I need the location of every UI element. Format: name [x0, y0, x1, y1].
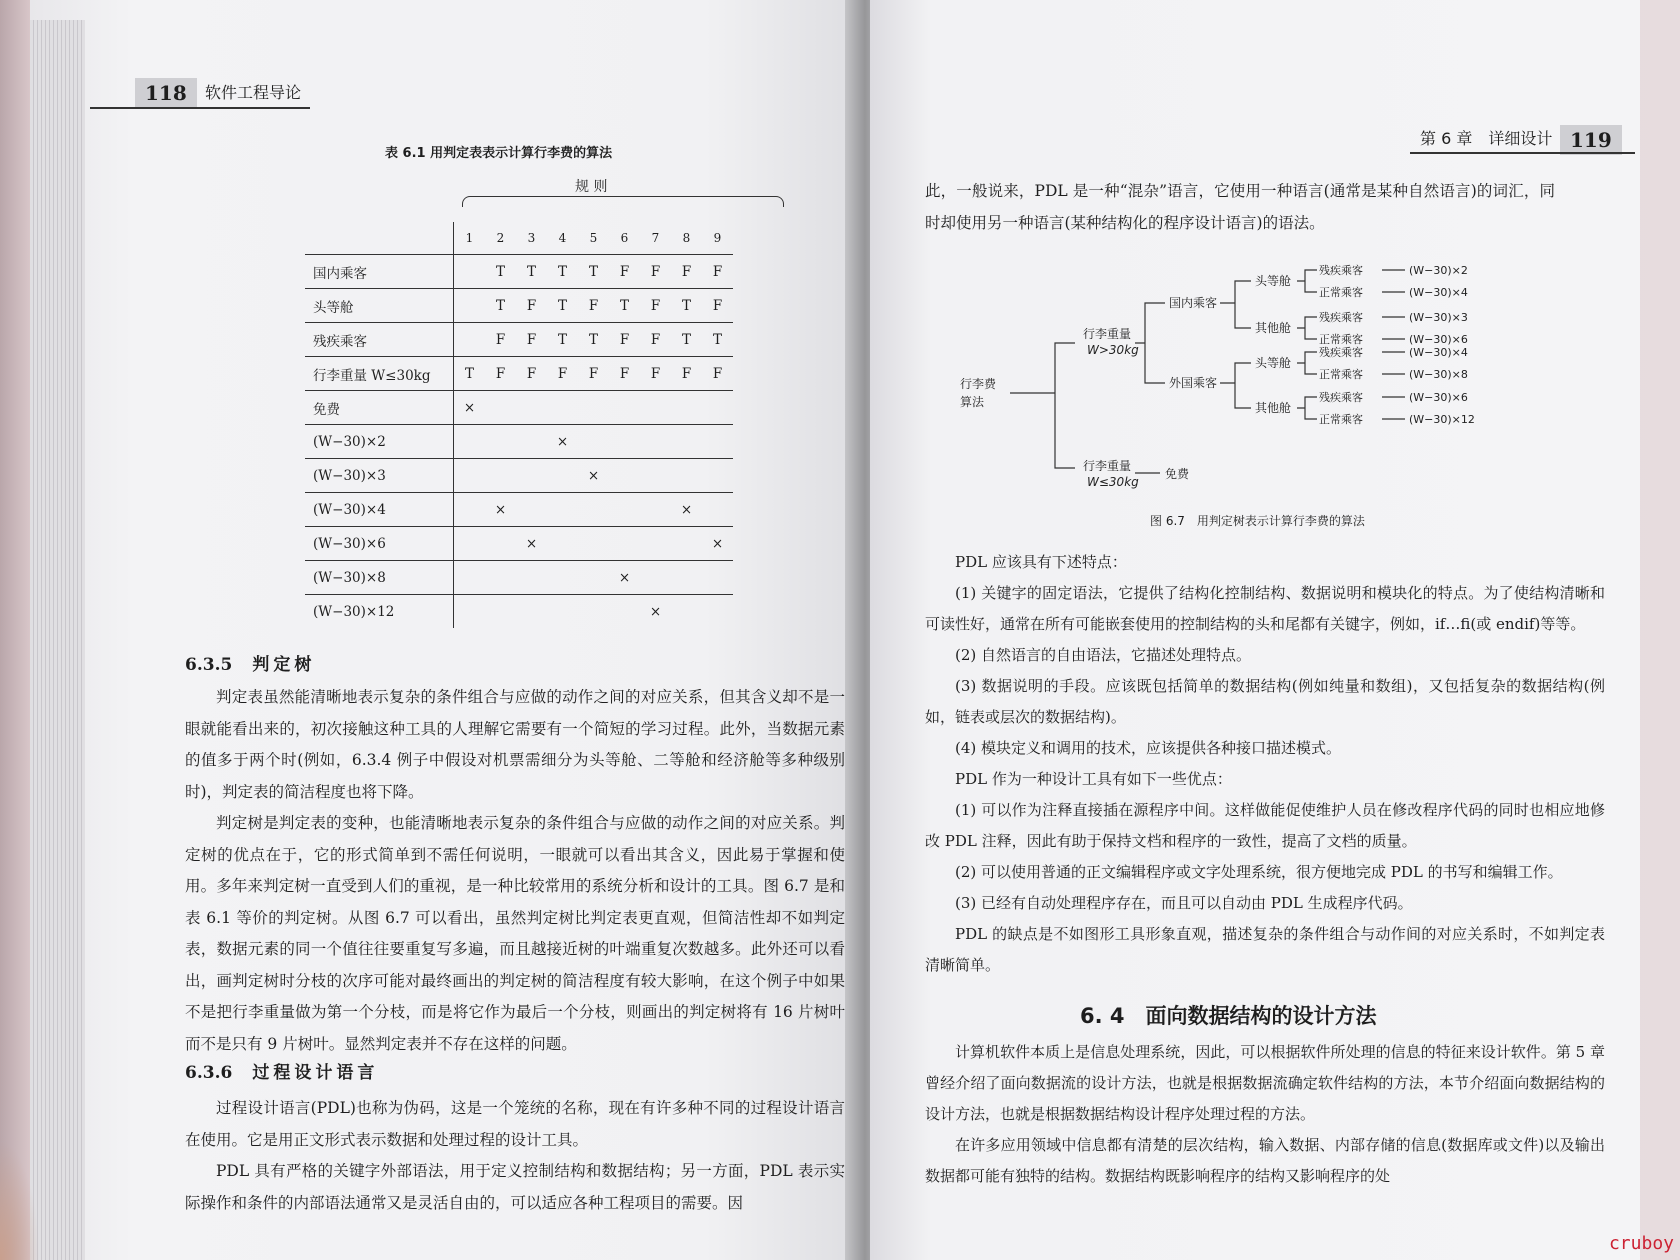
- table-cell: T: [547, 255, 578, 289]
- table-cell: F: [671, 357, 702, 391]
- row-label: (W−30)×3: [305, 459, 454, 493]
- leaf-formula: (W−30)×2: [1409, 264, 1468, 277]
- row-label: (W−30)×8: [305, 561, 454, 595]
- table-cell: [640, 561, 671, 595]
- normal-label: 正常乘客: [1319, 286, 1363, 299]
- section-heading-635: [185, 650, 315, 675]
- paragraph: 判定表虽然能清晰地表示复杂的条件组合与应做的动作之间的对应关系，但其含义却不是一眼就能看出来的，初次接触这种工具的人理解它需要有一个简短的学习过程。此外，当数据元素的值多于两个时(例如，6.3.4 例子中假设对机票需细分为头等舱、二等舱和经济舱等多种级别时)，判定表的简洁程度也将下降。: [185, 688, 845, 801]
- table-cell: T: [578, 323, 609, 357]
- table-cell: F: [640, 255, 671, 289]
- domestic-branch: [1220, 281, 1251, 328]
- section-heading-64: [1080, 1000, 1377, 1030]
- table-cell: [702, 425, 733, 459]
- paragraph: (1) 关键字的固定语法，它提供了结构化控制结构、数据说明和模块化的特点。为了使结构清晰和可读性好，通常在所有可能嵌套使用的控制结构的头和尾都有关键字，例如，if…fi(或 endif)等等。: [925, 584, 1605, 633]
- body-text-635: [185, 682, 845, 1060]
- table-caption: 表 6.1 用判定表表示计算行李费的算法: [385, 146, 613, 161]
- leaf-formula: (W−30)×4: [1409, 346, 1468, 359]
- table-cell: [578, 595, 609, 629]
- row-label: 残疾乘客: [305, 323, 454, 357]
- row-label: (W−30)×6: [305, 527, 454, 561]
- table-cell: [609, 425, 640, 459]
- intro-text: [925, 176, 1555, 239]
- decision-tree-figure: [935, 248, 1495, 508]
- paragraph: 计算机软件本质上是信息处理系统，因此，可以根据软件所处理的信息的特征来设计软件。第 5 章曾经介绍了面向数据流的设计方法，也就是根据数据流确定软件结构的方法，本节介绍面向数据结构的设计方法，也就是根据数据结构设计程序处理过程的方法。: [925, 1043, 1605, 1123]
- table-cell: F: [640, 323, 671, 357]
- table-cell: [671, 595, 702, 629]
- header-rule: [1410, 152, 1635, 154]
- table-cell: [516, 391, 547, 425]
- tree-root-label: 算法: [960, 395, 985, 409]
- table-cell: [454, 255, 486, 289]
- table-cell: [578, 493, 609, 527]
- section-number: 6. 4: [1080, 1004, 1125, 1028]
- figure-caption: 图 6.7 用判定树表示计算行李费的算法: [1150, 514, 1365, 528]
- action-row: [305, 527, 733, 561]
- table-cell: [640, 459, 671, 493]
- table-cell: T: [485, 255, 516, 289]
- action-row: [305, 595, 733, 629]
- table-cell: F: [671, 255, 702, 289]
- right-page: [870, 0, 1640, 1260]
- table-cell: [485, 425, 516, 459]
- table-cell: [485, 527, 516, 561]
- paragraph: PDL 作为一种设计工具有如下一些优点：: [955, 770, 1232, 788]
- table-cell: [454, 323, 486, 357]
- section-number: 6.3.5: [185, 655, 233, 675]
- leaf-formula: (W−30)×6: [1409, 391, 1468, 404]
- table-cell: [547, 595, 578, 629]
- section-number: 6.3.6: [185, 1063, 233, 1083]
- table-cell: [485, 459, 516, 493]
- table-cell: [671, 425, 702, 459]
- paragraph: 过程设计语言(PDL)也称为伪码，这是一个笼统的名称，现在有许多种不同的过程设计语言在使用。它是用正文形式表示数据和处理过程的设计工具。: [185, 1099, 845, 1149]
- table-cell: T: [702, 323, 733, 357]
- running-title: 第 6 章 详细设计: [1420, 129, 1553, 148]
- table-cell: F: [485, 357, 516, 391]
- table-cell: [516, 595, 547, 629]
- leaf-formula: (W−30)×6: [1409, 333, 1468, 346]
- page-number: 118: [135, 78, 197, 108]
- tree-root-label: 行李费: [960, 377, 997, 391]
- action-row: [305, 391, 733, 425]
- table-cell: F: [547, 357, 578, 391]
- left-page: [30, 0, 875, 1260]
- table-cell: [454, 425, 486, 459]
- table-cell: [454, 289, 486, 323]
- table-cell: ×: [649, 603, 662, 620]
- table-cell: [516, 425, 547, 459]
- light-condition: W≤30kg: [1087, 475, 1139, 489]
- leaf-formula: (W−30)×4: [1409, 286, 1468, 299]
- table-cell: [454, 493, 486, 527]
- table-cell: T: [547, 323, 578, 357]
- table-cell: [609, 459, 640, 493]
- heavy-label: 行李重量: [1083, 327, 1132, 341]
- table-cell: ×: [454, 391, 486, 425]
- table-cell: T: [485, 289, 516, 323]
- table-cell: T: [578, 255, 609, 289]
- table-cell: [640, 391, 671, 425]
- foreign-branch: [1220, 363, 1251, 408]
- rule-number: 8: [671, 222, 702, 255]
- table-cell: [702, 459, 733, 493]
- paragraph: 判定树是判定表的变种，也能清晰地表示复杂的条件组合与应做的动作之间的对应关系。判定树的优点在于，它的形式简单到不需任何说明，一眼就可以看出其含义，因此易于掌握和使用。多年来判定树一直受到人们的重视，是一种比较常用的系统分析和设计的工具。图 6.7 是和表 6.1 等价的判定树。从图 6.7 可以看出，虽然判定树比判定表更直观，但简洁性却不如判定表，数据元素的同一个值往往要重复写多遍，而且越接近树的叶端重复次数越多。此外还可以看出，画判定树时分枝的次序可能对最终画出的判定树的简洁程度有较大影响，在这个例子中如果不是把行李重量做为第一个分枝，而是将它作为最后一个分枝，则画出的判定树将有 16 片树叶而不是只有 9 片树叶。显然判定表并不存在这样的问题。: [185, 814, 845, 1053]
- group-brace: [462, 196, 784, 207]
- decision-table: [305, 222, 733, 628]
- page-number: 119: [1560, 125, 1622, 155]
- header-rule: [90, 107, 310, 109]
- paragraph: (3) 数据说明的手段。应该既包括简单的数据结构(例如纯量和数组)，又包括复杂的数据结构(例如，链表或层次的数据结构)。: [925, 677, 1605, 726]
- table-cell: [547, 391, 578, 425]
- leaf-formula: (W−30)×12: [1409, 413, 1475, 426]
- condition-row: [305, 323, 733, 357]
- paragraph: 此，一般说来，PDL 是一种“混杂”语言，它使用一种语言(通常是某种自然语言)的词汇，同时却使用另一种语言(某种结构化的程序设计语言)的语法。: [925, 182, 1555, 232]
- action-row: [305, 561, 733, 595]
- table-cell: F: [516, 323, 547, 357]
- table-cell: [516, 459, 547, 493]
- table-cell: T: [516, 255, 547, 289]
- table-cell: [702, 493, 733, 527]
- table-cell: ×: [516, 527, 547, 561]
- table-cell: [578, 425, 609, 459]
- table-cell: F: [516, 289, 547, 323]
- table-cell: [547, 527, 578, 561]
- other-class-label: 其他舱: [1255, 321, 1292, 335]
- table-cell: F: [702, 289, 733, 323]
- class-branch-upper: [1297, 270, 1317, 339]
- disabled-label: 残疾乘客: [1319, 311, 1363, 324]
- watermark: cruboy: [1608, 1233, 1674, 1254]
- table-cell: T: [547, 289, 578, 323]
- table-cell: [547, 561, 578, 595]
- table-cell: [609, 527, 640, 561]
- normal-label: 正常乘客: [1319, 368, 1363, 381]
- table-cell: F: [516, 357, 547, 391]
- table-header-row: [305, 222, 733, 255]
- paragraph: PDL 具有严格的关键字外部语法，用于定义控制结构和数据结构；另一方面，PDL 表示实际操作和条件的内部语法通常又是灵活自由的，可以适应各种工程项目的需要。因: [185, 1162, 845, 1212]
- paragraph: (2) 可以使用普通的正文编辑程序或文字处理系统，很方便地完成 PDL 的书写和编辑工作。: [955, 863, 1563, 881]
- table-cell: ×: [671, 493, 702, 527]
- table-cell: [578, 391, 609, 425]
- row-label: 免费: [305, 391, 454, 425]
- page-edges: [30, 20, 85, 1260]
- table-cell: ×: [609, 561, 640, 595]
- table-cell: F: [578, 357, 609, 391]
- disabled-label: 残疾乘客: [1319, 264, 1363, 277]
- table-cell: [671, 561, 702, 595]
- table-cell: [671, 527, 702, 561]
- table-cell: [454, 527, 486, 561]
- table-cell: [702, 595, 733, 629]
- table-cell: F: [578, 289, 609, 323]
- table-cell: [454, 595, 486, 629]
- body-text-636: [185, 1093, 845, 1219]
- condition-row: [305, 289, 733, 323]
- paragraph: (3) 已经有自动处理程序存在，而且可以自动由 PDL 生成程序代码。: [955, 894, 1413, 912]
- table-cell: [485, 595, 516, 629]
- disabled-label: 残疾乘客: [1319, 391, 1363, 404]
- section-title: 面向数据结构的设计方法: [1145, 1004, 1377, 1028]
- table-cell: T: [454, 357, 486, 391]
- table-cell: [516, 493, 547, 527]
- foreign-label: 外国乘客: [1169, 376, 1218, 390]
- table-cell: [671, 391, 702, 425]
- table-cell: [578, 561, 609, 595]
- section-title: 过程设计语言: [252, 1063, 379, 1083]
- table-cell: [454, 459, 486, 493]
- row-label: (W−30)×12: [313, 603, 395, 620]
- table-cell: [640, 527, 671, 561]
- table-cell: [547, 459, 578, 493]
- table-group-header: 规 则: [575, 179, 608, 195]
- table-cell: ×: [485, 493, 516, 527]
- table-cell: [609, 391, 640, 425]
- rule-number: 5: [578, 222, 609, 255]
- table-cell: [671, 459, 702, 493]
- normal-label: 正常乘客: [1319, 413, 1363, 426]
- table-cell: F: [609, 323, 640, 357]
- paragraph: PDL 的缺点是不如图形工具形象直观，描述复杂的条件组合与动作间的对应关系时，不如判定表清晰简单。: [925, 925, 1605, 974]
- row-label: (W−30)×4: [305, 493, 454, 527]
- table-cell: [516, 561, 547, 595]
- row-label: (W−30)×2: [305, 425, 454, 459]
- table-cell: F: [485, 323, 516, 357]
- pdl-features: [925, 547, 1605, 981]
- section-heading-636: [185, 1058, 378, 1083]
- paragraph: (4) 模块定义和调用的技术，应该提供各种接口描述模式。: [955, 739, 1342, 757]
- rule-number: 9: [702, 222, 733, 255]
- leaf-formula: (W−30)×8: [1409, 368, 1468, 381]
- leaf-formula: (W−30)×3: [1409, 311, 1468, 324]
- free-label: 免费: [1165, 467, 1190, 481]
- table-cell: F: [640, 289, 671, 323]
- paragraph: (2) 自然语言的自由语法，它描述处理特点。: [955, 646, 1252, 664]
- condition-row: [305, 255, 733, 289]
- action-row: [305, 425, 733, 459]
- table-cell: F: [702, 357, 733, 391]
- table-cell: F: [640, 357, 671, 391]
- rule-number: 1: [454, 222, 486, 255]
- table-cell: [485, 391, 516, 425]
- table-cell: T: [671, 289, 702, 323]
- paragraph: (1) 可以作为注释直接插在源程序中间。这样做能促使维护人员在修改程序代码的同时也相应地修改 PDL 注释，因此有助于保持文档和程序的一致性，提高了文档的质量。: [925, 801, 1605, 850]
- paragraph: PDL 应该具有下述特点：: [955, 553, 1127, 571]
- row-label: 国内乘客: [305, 255, 454, 289]
- action-row: [305, 493, 733, 527]
- paragraph: 在许多应用领域中信息都有清楚的层次结构，输入数据、内部存储的信息(数据库或文件)以及输出数据都可能有独特的结构。数据结构既影响程序的结构又影响程序的处: [925, 1136, 1605, 1185]
- rule-number: 7: [640, 222, 671, 255]
- leaf-lines: [1382, 270, 1405, 419]
- row-label: 行李重量 W≤30kg: [305, 357, 454, 391]
- table-cell: T: [671, 323, 702, 357]
- rule-number: 6: [609, 222, 640, 255]
- first-class-label: 头等舱: [1255, 356, 1292, 370]
- table-cell: ×: [547, 425, 578, 459]
- finger-shadow: [0, 1140, 40, 1260]
- table-cell: ×: [578, 459, 609, 493]
- weight-branch: [1135, 303, 1165, 383]
- table-cell: [640, 493, 671, 527]
- table-cell: [547, 493, 578, 527]
- table-cell: [640, 425, 671, 459]
- table-cell: [578, 527, 609, 561]
- rule-number: 3: [516, 222, 547, 255]
- domestic-label: 国内乘客: [1169, 296, 1218, 310]
- running-title: 软件工程导论: [205, 83, 302, 102]
- root-branch: [1010, 343, 1075, 468]
- disabled-label: 残疾乘客: [1319, 346, 1363, 359]
- table-cell: ×: [702, 527, 733, 561]
- table-cell: [609, 493, 640, 527]
- other-class-label: 其他舱: [1255, 401, 1292, 415]
- table-cell: F: [609, 357, 640, 391]
- table-cell: [454, 561, 486, 595]
- heavy-condition: W>30kg: [1087, 343, 1139, 357]
- first-class-label: 头等舱: [1255, 274, 1292, 288]
- normal-label: 正常乘客: [1319, 333, 1363, 346]
- table-cell: [702, 561, 733, 595]
- row-label: 头等舱: [305, 289, 454, 323]
- table-cell: F: [609, 255, 640, 289]
- action-row: [305, 459, 733, 493]
- light-label: 行李重量: [1083, 459, 1132, 473]
- table-cell: [609, 595, 640, 629]
- body-text-64: [925, 1037, 1605, 1192]
- condition-row: [305, 357, 733, 391]
- rule-number: 4: [547, 222, 578, 255]
- table-cell: [485, 561, 516, 595]
- table-cell: [702, 391, 733, 425]
- rule-number: 2: [485, 222, 516, 255]
- class-branch-lower: [1297, 352, 1317, 419]
- table-cell: T: [609, 289, 640, 323]
- section-title: 判定树: [252, 655, 316, 675]
- table-cell: F: [702, 255, 733, 289]
